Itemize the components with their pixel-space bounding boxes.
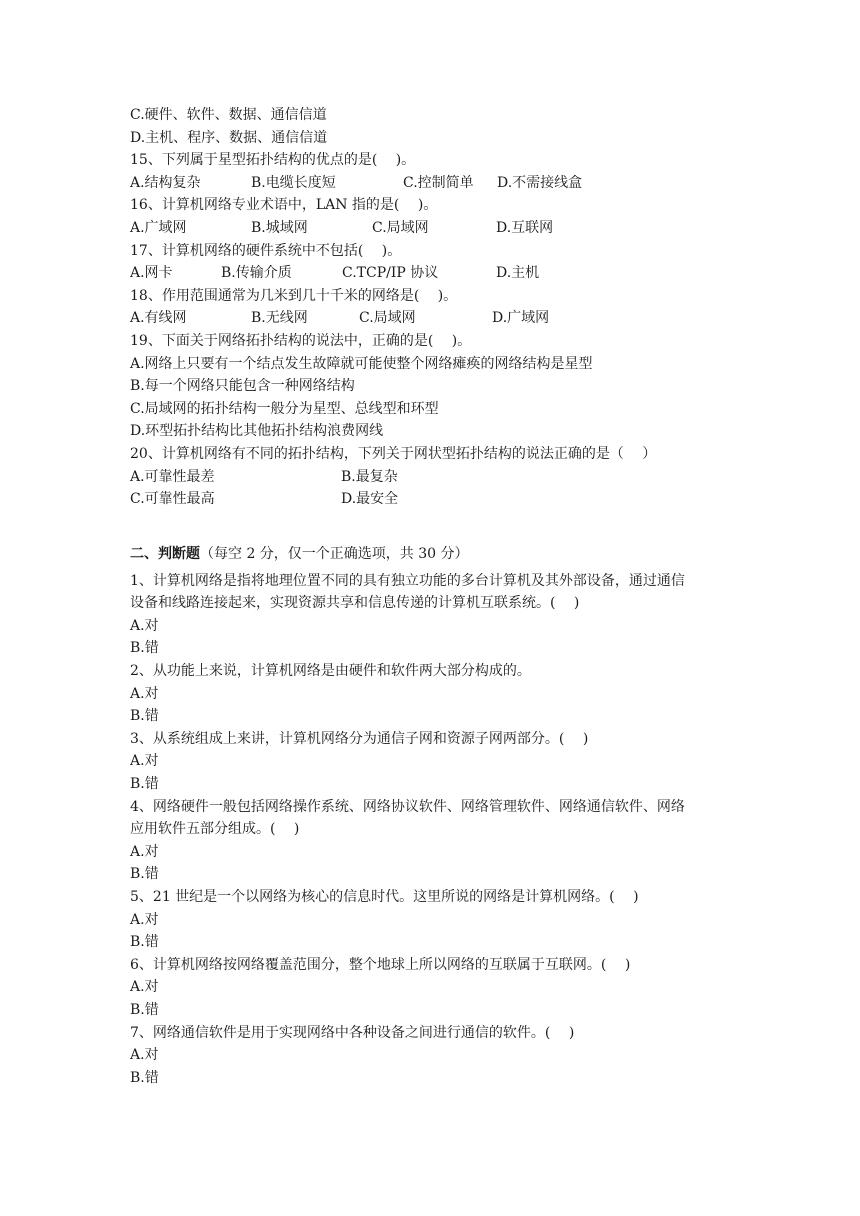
tf-option-true: A.对	[130, 1047, 159, 1064]
q20-stem: 20、计算机网络有不同的拓扑结构，下列关于网状型拓扑结构的说法正确的是（ ）	[130, 445, 657, 462]
tf-question-1	[130, 570, 740, 660]
q19-option-b: B.每一个网络只能包含一种网络结构	[130, 378, 355, 395]
q17-stem: 17、计算机网络的硬件系统中不包括( )。	[130, 242, 402, 259]
tf-option-false: B.错	[130, 866, 159, 883]
q20-option-a: A.可靠性最差	[130, 468, 215, 485]
tf-question-4	[130, 796, 740, 886]
q15-option-c: C.控制简单	[403, 174, 474, 191]
tf-question-3	[130, 728, 740, 796]
q20-option-c: C.可靠性最高	[130, 491, 215, 508]
q17-option-d: D.主机	[496, 265, 540, 282]
document-page	[130, 104, 740, 1089]
tf-option-false: B.错	[130, 708, 159, 725]
section-2-heading	[130, 542, 740, 566]
tf-question-text: 2、从功能上来说，计算机网络是由硬件和软件两大部分构成的。	[130, 663, 531, 680]
tf-option-false: B.错	[130, 640, 159, 657]
q15-option-b: B.电缆长度短	[251, 174, 336, 191]
q19-option-a: A.网络上只要有一个结点发生故障就可能使整个网络瘫痪的网络结构是星型	[130, 355, 593, 372]
q18-options	[130, 307, 740, 330]
tf-question-text: 6、计算机网络按网络覆盖范围分，整个地球上所以网络的互联属于互联网。( )	[130, 956, 631, 973]
tf-option-false: B.错	[130, 1001, 159, 1018]
section-2-note: （每空 2 分，仅一个正确选项，共 30 分）	[200, 545, 469, 562]
tf-option-true: A.对	[130, 843, 159, 860]
q17-option-b: B.传输介质	[221, 265, 292, 282]
q20-option-d: D.最安全	[341, 491, 399, 508]
q20-options-row2	[130, 488, 740, 511]
q15-option-d: D.不需接线盒	[497, 174, 583, 191]
tf-question-text: 5、21 世纪是一个以网络为核心的信息时代。这里所说的网络是计算机网络。( )	[130, 889, 639, 905]
q14-option-c: C.硬件、软件、数据、通信信道	[130, 107, 327, 123]
tf-option-true: A.对	[130, 617, 159, 634]
q16-option-d: D.互联网	[496, 219, 554, 236]
tf-option-true: A.对	[130, 685, 159, 702]
tf-question-2	[130, 660, 740, 728]
tf-option-true: A.对	[130, 753, 159, 770]
tf-option-false: B.错	[130, 1069, 159, 1086]
q16-option-c: C.局域网	[372, 219, 429, 236]
q20-option-b: B.最复杂	[341, 468, 398, 485]
tf-question-text: 3、从系统组成上来讲，计算机网络分为通信子网和资源子网两部分。( )	[130, 730, 589, 747]
tf-option-false: B.错	[130, 776, 159, 793]
section-2-title: 二、判断题	[130, 545, 200, 562]
q17-option-c: C.TCP/IP 协议	[342, 265, 439, 282]
q18-stem: 18、作用范围通常为几米到几十千米的网络是( )。	[130, 287, 458, 304]
q15-options	[130, 172, 740, 195]
tf-question-text: 1、计算机网络是指将地理位置不同的具有独立功能的多台计算机及其外部设备，通过通信	[130, 572, 685, 589]
q18-option-c: C.局域网	[359, 310, 416, 327]
tf-question-text: 4、网络硬件一般包括网络操作系统、网络协议软件、网络管理软件、网络通信软件、网络	[130, 798, 685, 815]
q19-stem: 19、下面关于网络拓扑结构的说法中，正确的是( )。	[130, 332, 472, 349]
tf-question-7	[130, 1022, 740, 1090]
q16-stem: 16、计算机网络专业术语中，LAN 指的是( )。	[130, 197, 438, 214]
tf-question-5	[130, 886, 740, 954]
q15-option-a: A.结构复杂	[130, 174, 201, 191]
tf-option-true: A.对	[130, 979, 159, 996]
q18-option-a: A.有线网	[130, 310, 187, 327]
tf-question-text: 应用软件五部分组成。( )	[130, 821, 300, 838]
q19-option-c: C.局域网的拓扑结构一般分为星型、总线型和环型	[130, 400, 439, 417]
q20-options-row1	[130, 466, 740, 489]
q16-option-a: A.广域网	[130, 219, 187, 236]
q17-options	[130, 262, 740, 285]
section-gap	[130, 511, 740, 542]
tf-question-text: 设备和线路连接起来，实现资源共享和信息传递的计算机互联系统。( )	[130, 595, 580, 612]
q16-option-b: B.城域网	[251, 219, 308, 236]
q18-option-d: D.广域网	[492, 310, 550, 327]
q19-option-d: D.环型拓扑结构比其他拓扑结构浪费网线	[130, 423, 384, 440]
tf-option-false: B.错	[130, 934, 159, 951]
tf-option-true: A.对	[130, 911, 159, 928]
q16-options	[130, 217, 740, 240]
q18-option-b: B.无线网	[251, 310, 308, 327]
tf-question-text: 7、网络通信软件是用于实现网络中各种设备之间进行通信的软件。( )	[130, 1024, 575, 1041]
q14-option-d: D.主机、程序、数据、通信信道	[130, 129, 328, 146]
q17-option-a: A.网卡	[130, 265, 173, 282]
tf-question-6	[130, 954, 740, 1022]
q15-stem: 15、下列属于星型拓扑结构的优点的是( )。	[130, 152, 416, 169]
